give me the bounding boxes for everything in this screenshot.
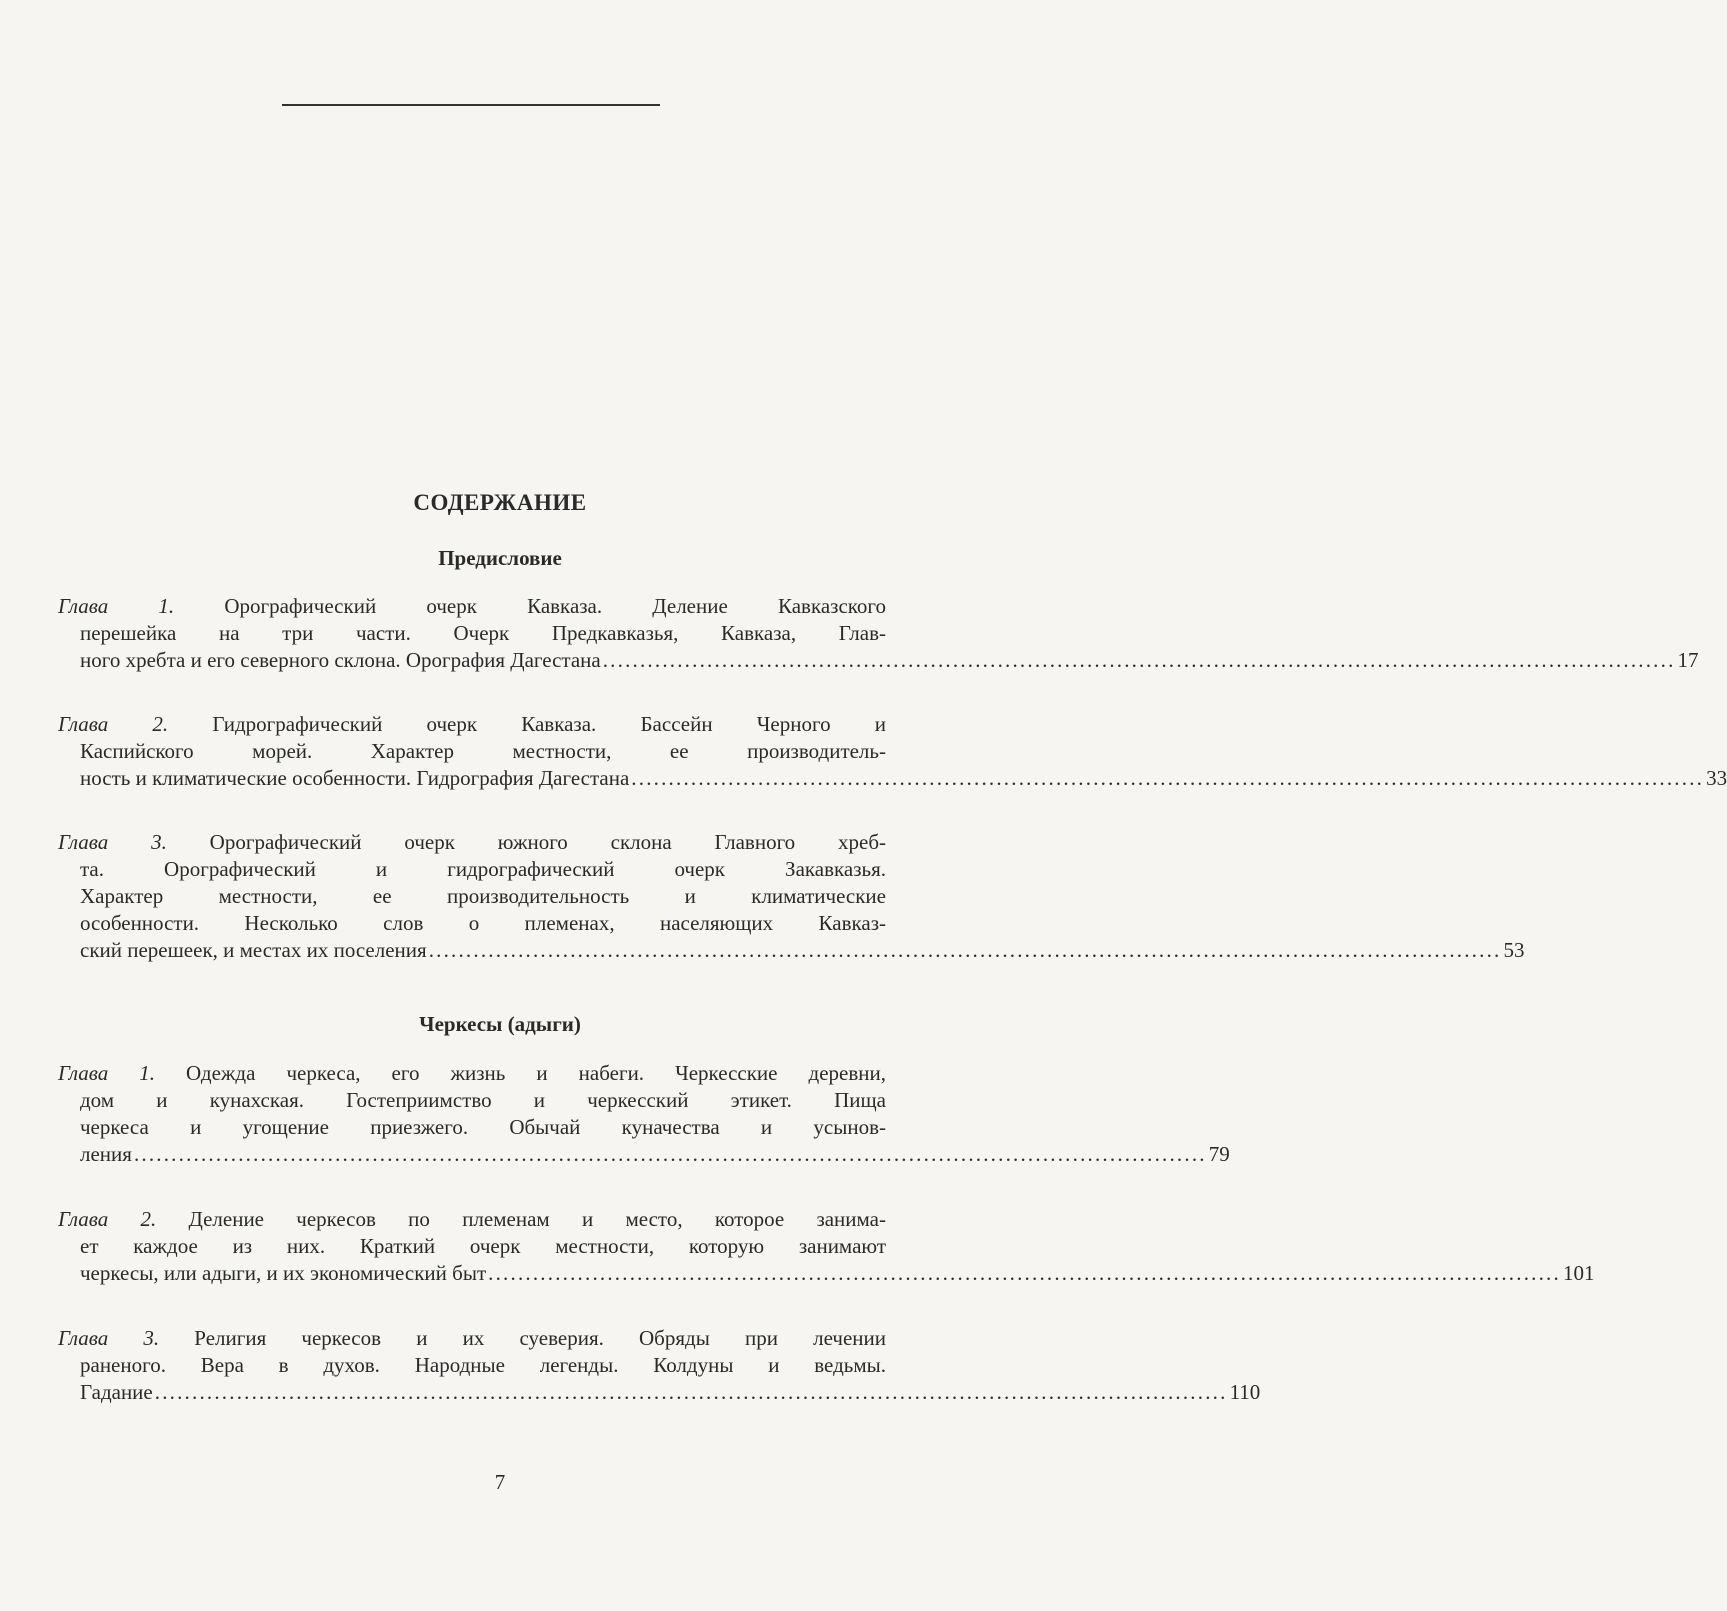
chapter-label: Глава 3. bbox=[58, 830, 167, 854]
page-ref: 17 bbox=[1677, 648, 1699, 672]
dot-leader: ................................................................................................................................................ bbox=[631, 766, 1705, 790]
section-heading-preface: Предисловие bbox=[438, 546, 562, 570]
page-ref: 101 bbox=[1562, 1261, 1595, 1285]
toc-entry bbox=[58, 593, 1699, 674]
toc-text: ного хребта и его северного склона. Орография Дагестана bbox=[80, 648, 601, 672]
toc-last-line bbox=[58, 647, 1699, 674]
toc-text: ский перешеек, и местах их поселения bbox=[80, 938, 427, 962]
toc-line: раненого. Вера в духов. Народные легенды. Колдуны и ведьмы. bbox=[80, 1353, 886, 1377]
toc-text: Одежда черкеса, его жизнь и набеги. Черкесские деревни, bbox=[155, 1061, 886, 1085]
section-heading-circassians: Черкесы (адыги) bbox=[419, 1012, 581, 1036]
toc-text: Гадание bbox=[80, 1380, 153, 1404]
toc-line bbox=[58, 829, 886, 856]
dot-leader: ................................................................................................................................................ bbox=[488, 1261, 1561, 1285]
dot-leader: ................................................................................................................................................ bbox=[133, 1142, 1207, 1166]
toc-text: ность и климатические особенности. Гидрография Дагестана bbox=[80, 766, 630, 790]
page-ref: 110 bbox=[1229, 1380, 1261, 1404]
toc-entry bbox=[58, 1206, 1595, 1287]
toc-line: особенности. Несколько слов о племенах, населяющих Кавказ- bbox=[80, 911, 886, 935]
toc-last-line bbox=[58, 1141, 1230, 1168]
chapter-label: Глава 3. bbox=[58, 1326, 160, 1350]
toc-text: Религия черкесов и их суеверия. Обряды при лечении bbox=[159, 1326, 886, 1350]
page-ref: 53 bbox=[1503, 938, 1525, 962]
toc-line: дом и кунахская. Гостеприимство и черкесский этикет. Пища bbox=[80, 1088, 886, 1112]
toc-line: перешейка на три части. Очерк Предкавказья, Кавказа, Глав- bbox=[80, 621, 886, 645]
dot-leader: ................................................................................................................................................ bbox=[154, 1380, 1228, 1404]
toc-text: черкесы, или адыги, и их экономический быт bbox=[80, 1261, 487, 1285]
toc-last-line bbox=[58, 765, 1727, 792]
dot-leader: ................................................................................................................................................ bbox=[428, 938, 1502, 962]
toc-last-line bbox=[58, 1379, 1261, 1406]
toc-line: ет каждое из них. Краткий очерк местности, которую занимают bbox=[80, 1234, 886, 1258]
toc-last-line bbox=[58, 937, 1525, 964]
toc-entry bbox=[58, 1325, 1261, 1406]
toc-text: Орографический очерк Кавказа. Деление Кавказского bbox=[174, 594, 886, 618]
page-title: СОДЕРЖАНИЕ bbox=[413, 490, 587, 515]
chapter-label: Глава 2. bbox=[58, 1207, 157, 1231]
toc-text: Орографический очерк южного склона Главного хреб- bbox=[166, 830, 887, 854]
toc-line bbox=[58, 1206, 886, 1233]
page-number: 7 bbox=[494, 1470, 506, 1494]
top-rule bbox=[282, 104, 660, 106]
toc-text: Деление черкесов по племенам и место, которое занима- bbox=[156, 1207, 886, 1231]
chapter-label: Глава 1. bbox=[58, 1061, 155, 1085]
toc-line bbox=[58, 711, 886, 738]
toc-line: Каспийского морей. Характер местности, ее производитель- bbox=[80, 739, 886, 763]
toc-line: черкеса и угощение приезжего. Обычай куначества и усынов- bbox=[80, 1115, 886, 1139]
toc-line bbox=[58, 1060, 886, 1087]
chapter-label: Глава 2. bbox=[58, 712, 169, 736]
toc-line: Характер местности, ее производительность и климатические bbox=[80, 884, 886, 908]
chapter-label: Глава 1. bbox=[58, 594, 175, 618]
page-ref: 79 bbox=[1208, 1142, 1230, 1166]
toc-entry bbox=[58, 711, 1727, 792]
toc-entry bbox=[58, 1060, 1230, 1168]
toc-last-line bbox=[58, 1260, 1595, 1287]
page-ref: 33 bbox=[1706, 766, 1727, 790]
dot-leader: ................................................................................................................................................ bbox=[602, 648, 1676, 672]
toc-line bbox=[58, 593, 886, 620]
toc-text: Гидрографический очерк Кавказа. Бассейн Черного и bbox=[168, 712, 887, 736]
toc-entry bbox=[58, 829, 1525, 964]
toc-line: та. Орографический и гидрографический очерк Закавказья. bbox=[80, 857, 886, 881]
toc-text: ления bbox=[80, 1142, 132, 1166]
toc-line bbox=[58, 1325, 886, 1352]
